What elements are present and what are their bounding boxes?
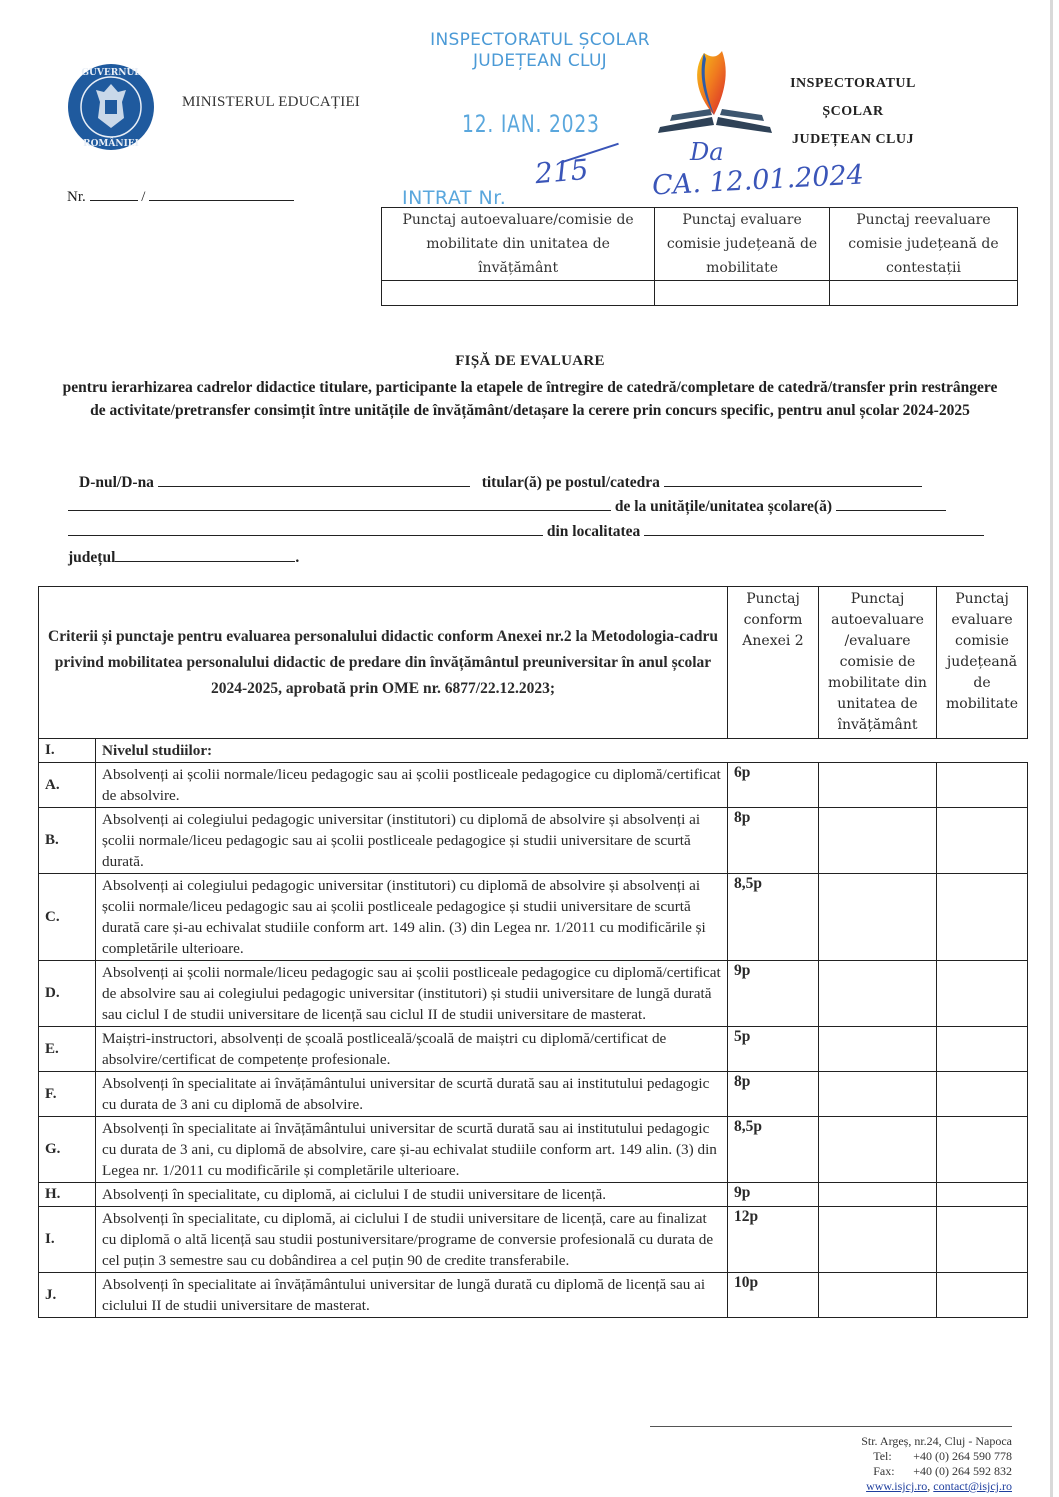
- row-county-score-cell[interactable]: [937, 961, 1028, 1027]
- post-field[interactable]: [664, 472, 922, 487]
- table-row: [39, 808, 1028, 874]
- county-field[interactable]: [115, 547, 295, 562]
- criteria-header-row: [39, 587, 1028, 739]
- locality-field[interactable]: [644, 521, 984, 536]
- footer-address: Str. Argeș, nr.24, Cluj - Napoca: [861, 1434, 1012, 1448]
- government-seal-logo: [66, 62, 156, 152]
- registration-stamp-title: [410, 30, 670, 72]
- nr-number-field[interactable]: [90, 186, 138, 201]
- fax-value: +40 (0) 264 592 832: [913, 1464, 1012, 1478]
- row-id: B.: [39, 808, 96, 874]
- unit-field[interactable]: [836, 496, 946, 511]
- handwritten-ca-date: CA. 12.01.2024: [651, 159, 865, 202]
- registration-number-line: [67, 186, 294, 206]
- tel-label: Tel:: [873, 1449, 892, 1463]
- row-id: J.: [39, 1273, 96, 1318]
- isj-institution-name: [758, 70, 948, 154]
- unit-field-left[interactable]: [68, 496, 611, 511]
- row-criterion: Absolvenți în specialitate, cu diplomă, ai ciclului I de studii universitare de licență, care au finalizat cu diplomă o altă licență sau studii postuniversitare/programe de conversie profesională cu durata de cel puțin 3 semestre sau cu dobândirea a cel puțin 90 de credite transferabile.: [96, 1207, 728, 1273]
- row-self-score-cell[interactable]: [819, 874, 937, 961]
- website-link[interactable]: www.isjcj.ro: [866, 1479, 928, 1493]
- row-county-score-cell[interactable]: [937, 1273, 1028, 1318]
- nr-label: Nr.: [67, 189, 86, 205]
- svg-text:GUVERNUL: GUVERNUL: [81, 68, 141, 78]
- row-points: 5p: [728, 1027, 819, 1072]
- row-county-score-cell[interactable]: [937, 1072, 1028, 1117]
- stamp-intrat-label: INTRAT Nr.: [402, 187, 507, 209]
- table-row: [39, 763, 1028, 808]
- row-county-score-cell[interactable]: [937, 808, 1028, 874]
- link-separator: ,: [927, 1479, 931, 1493]
- row-criterion: Maiștri-instructori, absolvenți de școală postliceală/școală de maiștri cu diplomă/certificat de absolvire/certificat de competențe profesionale.: [96, 1027, 728, 1072]
- stamp-line-2: JUDEȚEAN CLUJ: [472, 51, 607, 71]
- footer-contact: [750, 1434, 1012, 1494]
- row-points: 8,5p: [728, 874, 819, 961]
- row-points: 6p: [728, 763, 819, 808]
- locality-field-left[interactable]: [68, 521, 543, 536]
- row-self-score-cell[interactable]: [819, 808, 937, 874]
- section-title: Nivelul studiilor:: [96, 739, 1028, 763]
- header-points-annex: Punctaj conform Anexei 2: [728, 587, 819, 739]
- header-self-evaluation: Punctaj autoevaluare/comisie de mobilitate din unitatea de învățământ: [382, 208, 655, 281]
- table-row: [39, 1273, 1028, 1318]
- row-id: A.: [39, 763, 96, 808]
- institution-line-1: INSPECTORATUL ȘCOLAR: [790, 76, 916, 119]
- svg-text:ROMÂNIEI: ROMÂNIEI: [83, 139, 139, 149]
- row-points: 9p: [728, 1183, 819, 1207]
- row-self-score-cell[interactable]: [819, 763, 937, 808]
- email-link[interactable]: contact@isjcj.ro: [933, 1479, 1012, 1493]
- stamp-date: 12. IAN. 2023: [462, 110, 600, 138]
- nr-date-field[interactable]: [149, 186, 294, 201]
- ministry-name: MINISTERUL EDUCAȚIEI: [182, 94, 361, 110]
- row-criterion: Absolvenți în specialitate ai învățământului universitar de scurtă durată sau ai institutului pedagogic cu durata de 3 ani, cu diplomă de absolvire, care și-au echivalat studiile conform art. 149 alin. (3) din Legea nr. 1/2011 cu modificările și completările ulterioare.: [96, 1117, 728, 1183]
- row-criterion: Absolvenți în specialitate ai învățământului universitar de scurtă durată sau ai institutului pedagogic cu durata de 3 ani cu diplomă de absolvire.: [96, 1072, 728, 1117]
- locality-label: din localitatea: [546, 523, 641, 540]
- locality-line: [68, 521, 984, 541]
- page-edge: [1050, 0, 1053, 1497]
- row-points: 8p: [728, 808, 819, 874]
- header-criteria: Criterii și punctaje pentru evaluarea personalului didactic conform Anexei nr.2 la Metodologia-cadru privind mobilitatea personalului didactic de predare din învățământul preuniversitar în anul școlar 2024-2025, aprobată prin OME nr. 6877/22.12.2023;: [39, 587, 728, 739]
- footer-divider: [650, 1426, 1012, 1427]
- row-county-score-cell[interactable]: [937, 1207, 1028, 1273]
- self-evaluation-score-cell[interactable]: [382, 281, 655, 306]
- unit-line: [68, 496, 946, 516]
- row-points: 9p: [728, 961, 819, 1027]
- header-county-reevaluation: Punctaj reevaluare comisie județeană de contestații: [829, 208, 1017, 281]
- document-subtitle: pentru ierarhizarea cadrelor didactice titulare, participante la etapele de întregire de catedră/completare de catedră/transfer prin restrângere de activitate/pretransfer consimțit între unitățile de învățământ/detașare la cerere prin concurs specific, pentru anul școlar 2024-2025: [62, 379, 998, 419]
- row-id: D.: [39, 961, 96, 1027]
- header-self-evaluation: Punctaj autoevaluare /evaluare comisie de mobilitate din unitatea de învățământ: [819, 587, 937, 739]
- header-county-evaluation: Punctaj evaluare comisie județeană de mobilitate: [937, 587, 1028, 739]
- county-reevaluation-score-cell[interactable]: [829, 281, 1017, 306]
- row-county-score-cell[interactable]: [937, 1183, 1028, 1207]
- unit-label: de la unitățile/unitatea școlare(ă): [614, 498, 832, 515]
- row-county-score-cell[interactable]: [937, 763, 1028, 808]
- row-self-score-cell[interactable]: [819, 961, 937, 1027]
- stamp-line-1: INSPECTORATUL ȘCOLAR: [430, 30, 650, 50]
- header-county-evaluation: Punctaj evaluare comisie județeană de mobilitate: [655, 208, 830, 281]
- section-id: I.: [39, 739, 96, 763]
- row-self-score-cell[interactable]: [819, 1117, 937, 1183]
- row-criterion: Absolvenți în specialitate, cu diplomă, ai ciclului I de studii universitare de licență.: [96, 1183, 728, 1207]
- row-id: F.: [39, 1072, 96, 1117]
- row-criterion: Absolvenți în specialitate ai învățământului universitar de lungă durată cu diplomă de licență sau ai ciclului II de studii universitare de masterat.: [96, 1273, 728, 1318]
- row-points: 12p: [728, 1207, 819, 1273]
- document-title: FIȘĂ DE EVALUARE: [455, 353, 605, 369]
- table-row: [39, 1183, 1028, 1207]
- county-label: județul: [68, 549, 116, 566]
- row-id: H.: [39, 1183, 96, 1207]
- name-label: D-nul/D-na: [79, 474, 154, 491]
- document-title-block: [60, 350, 1000, 422]
- row-id: G.: [39, 1117, 96, 1183]
- name-line: [79, 472, 922, 492]
- row-id: E.: [39, 1027, 96, 1072]
- institution-line-2: JUDEȚEAN CLUJ: [791, 132, 914, 147]
- table-row: [39, 1207, 1028, 1273]
- table-row: [39, 1027, 1028, 1072]
- row-points: 8p: [728, 1072, 819, 1117]
- row-self-score-cell[interactable]: [819, 1183, 937, 1207]
- row-self-score-cell[interactable]: [819, 1207, 937, 1273]
- row-points: 8,5p: [728, 1117, 819, 1183]
- county-evaluation-score-cell[interactable]: [655, 281, 830, 306]
- row-county-score-cell[interactable]: [937, 1027, 1028, 1072]
- table-row: [39, 1117, 1028, 1183]
- row-county-score-cell[interactable]: [937, 874, 1028, 961]
- footer-phone-line: [750, 1449, 1012, 1464]
- name-field[interactable]: [158, 472, 470, 487]
- footer-fax-line: [750, 1464, 1012, 1479]
- row-id: I.: [39, 1207, 96, 1273]
- row-self-score-cell[interactable]: [819, 1027, 937, 1072]
- table-row: [39, 961, 1028, 1027]
- row-county-score-cell[interactable]: [937, 1117, 1028, 1183]
- handwritten-registration-number: 215: [533, 152, 590, 191]
- tel-value: +40 (0) 264 590 778: [913, 1449, 1012, 1463]
- row-criterion: Absolvenți ai colegiului pedagogic universitar (institutori) cu diplomă de absolvire și absolvenți ai școlii normale/liceu pedagogic sau ai școlii postliceale pedagogice și studii universitare de scurtă durată care și-au echivalat studiile conform art. 149 alin. (3) din Legea nr. 1/2011 cu modificările și completările ulterioare.: [96, 874, 728, 961]
- table-row: [39, 1072, 1028, 1117]
- criteria-table: [38, 586, 1028, 1318]
- summary-score-table: [381, 207, 1018, 306]
- table-row: [39, 874, 1028, 961]
- fax-label: Fax:: [873, 1464, 895, 1478]
- row-criterion: Absolvenți ai școlii normale/liceu pedagogic sau ai școlii postliceale pedagogice cu diplomă/certificat de absolvire sau ai colegiului pedagogic universitar (institutori) și studii universitare de lungă durată sau ciclul I de studii universitare de licență sau ciclul II de studii universitare de masterat.: [96, 961, 728, 1027]
- county-line: județul .: [68, 549, 300, 566]
- row-id: C.: [39, 874, 96, 961]
- footer-links: [750, 1479, 1012, 1494]
- handwritten-approval: Da: [690, 138, 724, 166]
- row-points: 10p: [728, 1273, 819, 1318]
- row-criterion: Absolvenți ai școlii normale/liceu pedagogic sau ai școlii postliceale pedagogice cu diplomă/certificat de absolvire.: [96, 763, 728, 808]
- row-self-score-cell[interactable]: [819, 1273, 937, 1318]
- post-label: titular(ă) pe postul/catedra: [481, 474, 660, 491]
- nr-separator: /: [141, 189, 146, 205]
- section-row: [39, 739, 1028, 763]
- row-criterion: Absolvenți ai colegiului pedagogic universitar (institutori) cu diplomă de absolvire și absolvenți ai școlii normale/liceu pedagogic sau ai școlii postliceale pedagogice și studii universitare de scurtă durată.: [96, 808, 728, 874]
- row-self-score-cell[interactable]: [819, 1072, 937, 1117]
